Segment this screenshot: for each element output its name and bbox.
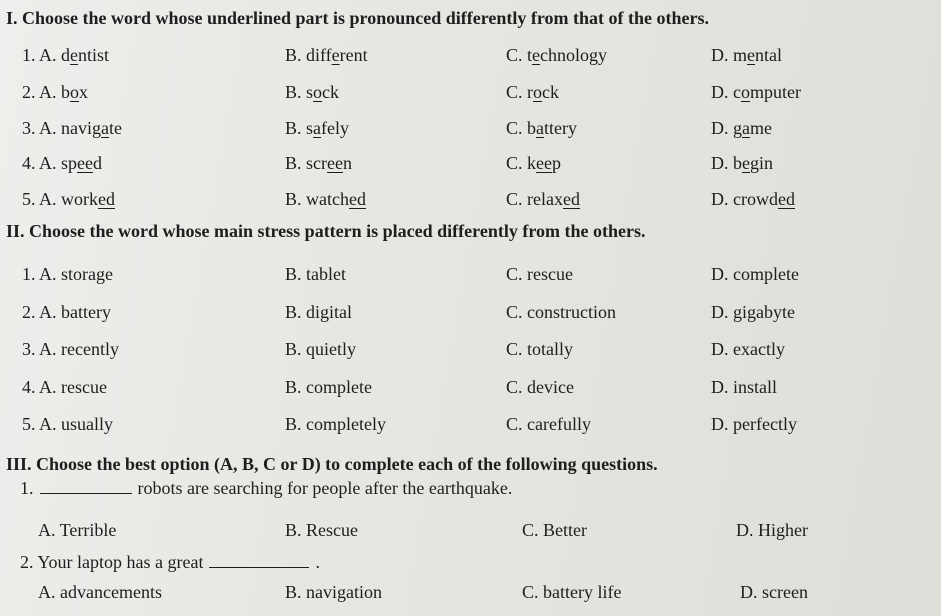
section-1-heading: I. Choose the word whose underlined part is pronounced differently from that of the others.	[6, 8, 710, 28]
question-2-option-c: C. battery life	[522, 582, 622, 602]
option-text: D. crowd	[711, 189, 778, 209]
section-2-q1-option-b: B. tablet	[285, 264, 346, 284]
section-1-q5-option-a	[22, 189, 115, 210]
option-text: n	[342, 153, 352, 173]
section-1-q2-option-d	[711, 82, 801, 103]
section-2-q2-option-a: 2. A. battery	[22, 302, 111, 322]
section-3-heading: III. Choose the best option (A, B, C or D) to complete each of the following questions.	[6, 454, 658, 474]
question-2-number: 2.	[20, 552, 34, 572]
option-text: rent	[339, 45, 368, 65]
section-2-question-2	[0, 302, 941, 330]
section-1-question-4	[0, 153, 941, 181]
question-2-stem	[20, 552, 320, 573]
section-1-q4-option-a	[22, 153, 102, 174]
section-1-q1-option-b	[285, 45, 368, 66]
section-2-q2-option-d: D. gigabyte	[711, 302, 795, 322]
section-2-q5-option-c: C. carefully	[506, 414, 591, 434]
option-text: d	[93, 153, 102, 173]
section-2-question-4	[0, 377, 941, 405]
option-text: C. r	[506, 82, 533, 102]
option-text: C. k	[506, 153, 537, 173]
section-2-question-1	[0, 264, 941, 292]
section-1-q4-option-c	[506, 153, 561, 174]
section-2-q1-option-a: 1. A. storage	[22, 264, 113, 284]
option-text: 3. A. navig	[22, 118, 101, 138]
question-1-option-d: D. Higher	[736, 520, 808, 540]
underlined-part: e	[747, 45, 755, 65]
option-text: C. t	[506, 45, 533, 65]
section-1-question-1	[0, 45, 941, 73]
section-1-q1-option-c	[506, 45, 607, 66]
option-text: D. g	[711, 118, 742, 138]
underlined-part: ed	[562, 189, 580, 209]
section-1-question-5	[0, 189, 941, 217]
section-2-q3-option-c: C. totally	[506, 339, 573, 359]
option-text: fely	[321, 118, 349, 138]
option-text: ttery	[544, 118, 578, 138]
underlined-part: ee	[327, 153, 343, 173]
underlined-part: e	[331, 45, 340, 65]
option-text: B. scr	[285, 153, 327, 173]
underlined-part: o	[533, 82, 542, 102]
option-text: B. watch	[285, 189, 349, 209]
section-2-q4-option-a: 4. A. rescue	[22, 377, 107, 397]
section-2-q4-option-d: D. install	[711, 377, 777, 397]
option-text: mputer	[750, 82, 801, 102]
option-text: gin	[750, 153, 774, 173]
option-text: D. m	[711, 45, 747, 65]
section-1-q3-option-c	[506, 118, 577, 139]
section-2-q4-option-c: C. device	[506, 377, 574, 397]
section-1-q1-option-d	[711, 45, 782, 66]
underlined-part: e	[742, 153, 750, 173]
option-text: C. relax	[506, 189, 563, 209]
question-1-option-c: C. Better	[522, 520, 587, 540]
underlined-part: a	[313, 118, 322, 138]
underlined-part: e	[532, 45, 541, 65]
section-2-q1-option-d: D. complete	[711, 264, 799, 284]
section-2-q5-option-d: D. perfectly	[711, 414, 797, 434]
option-text: ntal	[755, 45, 782, 65]
section-1-q5-option-b	[285, 189, 366, 210]
underlined-part: ed	[98, 189, 115, 209]
option-text: D. b	[711, 153, 742, 173]
section-2-q2-option-b: B. digital	[285, 302, 352, 322]
section-1-q3-option-b	[285, 118, 349, 139]
underlined-part: e	[70, 45, 79, 65]
question-1-blank	[40, 479, 132, 494]
section-2-q3-option-b: B. quietly	[285, 339, 356, 359]
section-1-q3-option-a	[22, 118, 122, 139]
section-2-q1-option-c: C. rescue	[506, 264, 573, 284]
question-2-text: Your laptop has a great	[37, 552, 204, 572]
question-2-end: .	[315, 552, 320, 572]
section-2-q4-option-b: B. complete	[285, 377, 372, 397]
question-1-options	[0, 520, 941, 548]
section-1-q2-option-b	[285, 82, 339, 103]
underlined-part: ee	[536, 153, 552, 173]
section-1-question-3	[0, 118, 941, 146]
section-2-q3-option-a: 3. A. recently	[22, 339, 119, 359]
underlined-part: a	[536, 118, 545, 138]
option-text: x	[79, 82, 89, 102]
underlined-part: ee	[77, 153, 93, 173]
underlined-part: ed	[348, 189, 366, 209]
section-1-q5-option-c	[506, 189, 580, 210]
option-text: 2. A. b	[22, 82, 71, 102]
question-2-option-b: B. navigation	[285, 582, 382, 602]
question-1-text: robots are searching for people after the earthquake.	[137, 478, 513, 498]
section-2-question-3	[0, 339, 941, 367]
underlined-part: o	[70, 82, 80, 102]
option-text: ntist	[78, 45, 110, 65]
option-text: 4. A. sp	[22, 153, 78, 173]
underlined-part: o	[313, 82, 323, 102]
section-1-q5-option-d	[711, 189, 795, 210]
section-1-q2-option-c	[506, 82, 559, 103]
question-2-blank	[209, 553, 309, 568]
section-2-q5-option-b: B. completely	[285, 414, 386, 434]
section-1-question-2	[0, 82, 941, 110]
option-text: chnology	[540, 45, 608, 65]
question-1-number: 1.	[20, 478, 34, 498]
option-text: B. s	[285, 82, 314, 102]
option-text: me	[750, 118, 772, 138]
question-1-option-a: A. Terrible	[38, 520, 117, 540]
question-2-options	[0, 582, 941, 610]
section-2-heading: II. Choose the word whose main stress pattern is placed differently from the others.	[6, 221, 646, 241]
underlined-part: a	[101, 118, 109, 138]
option-text: ck	[542, 82, 559, 102]
section-2-q2-option-c: C. construction	[506, 302, 616, 322]
option-text: D. c	[711, 82, 741, 102]
option-text: 1. A. d	[22, 45, 71, 65]
section-1-q2-option-a	[22, 82, 88, 103]
section-1-q1-option-a	[22, 45, 109, 66]
section-2-q3-option-d: D. exactly	[711, 339, 785, 359]
option-text: B. diff	[285, 45, 332, 65]
option-text: B. s	[285, 118, 314, 138]
underlined-part: o	[741, 82, 750, 102]
section-1-q4-option-d	[711, 153, 773, 174]
question-2-option-a: A. advancements	[38, 582, 162, 602]
section-2-question-5	[0, 414, 941, 442]
option-text: p	[552, 153, 561, 173]
section-2-q5-option-a: 5. A. usually	[22, 414, 114, 434]
section-1-q3-option-d	[711, 118, 772, 139]
option-text: C. b	[506, 118, 537, 138]
question-1-stem	[20, 478, 512, 499]
question-1-option-b: B. Rescue	[285, 520, 358, 540]
underlined-part: a	[742, 118, 750, 138]
section-1-q4-option-b	[285, 153, 352, 174]
option-text: ck	[322, 82, 340, 102]
option-text: 5. A. work	[22, 189, 98, 209]
question-2-option-d: D. screen	[740, 582, 808, 602]
option-text: te	[109, 118, 122, 138]
underlined-part: ed	[777, 189, 795, 209]
